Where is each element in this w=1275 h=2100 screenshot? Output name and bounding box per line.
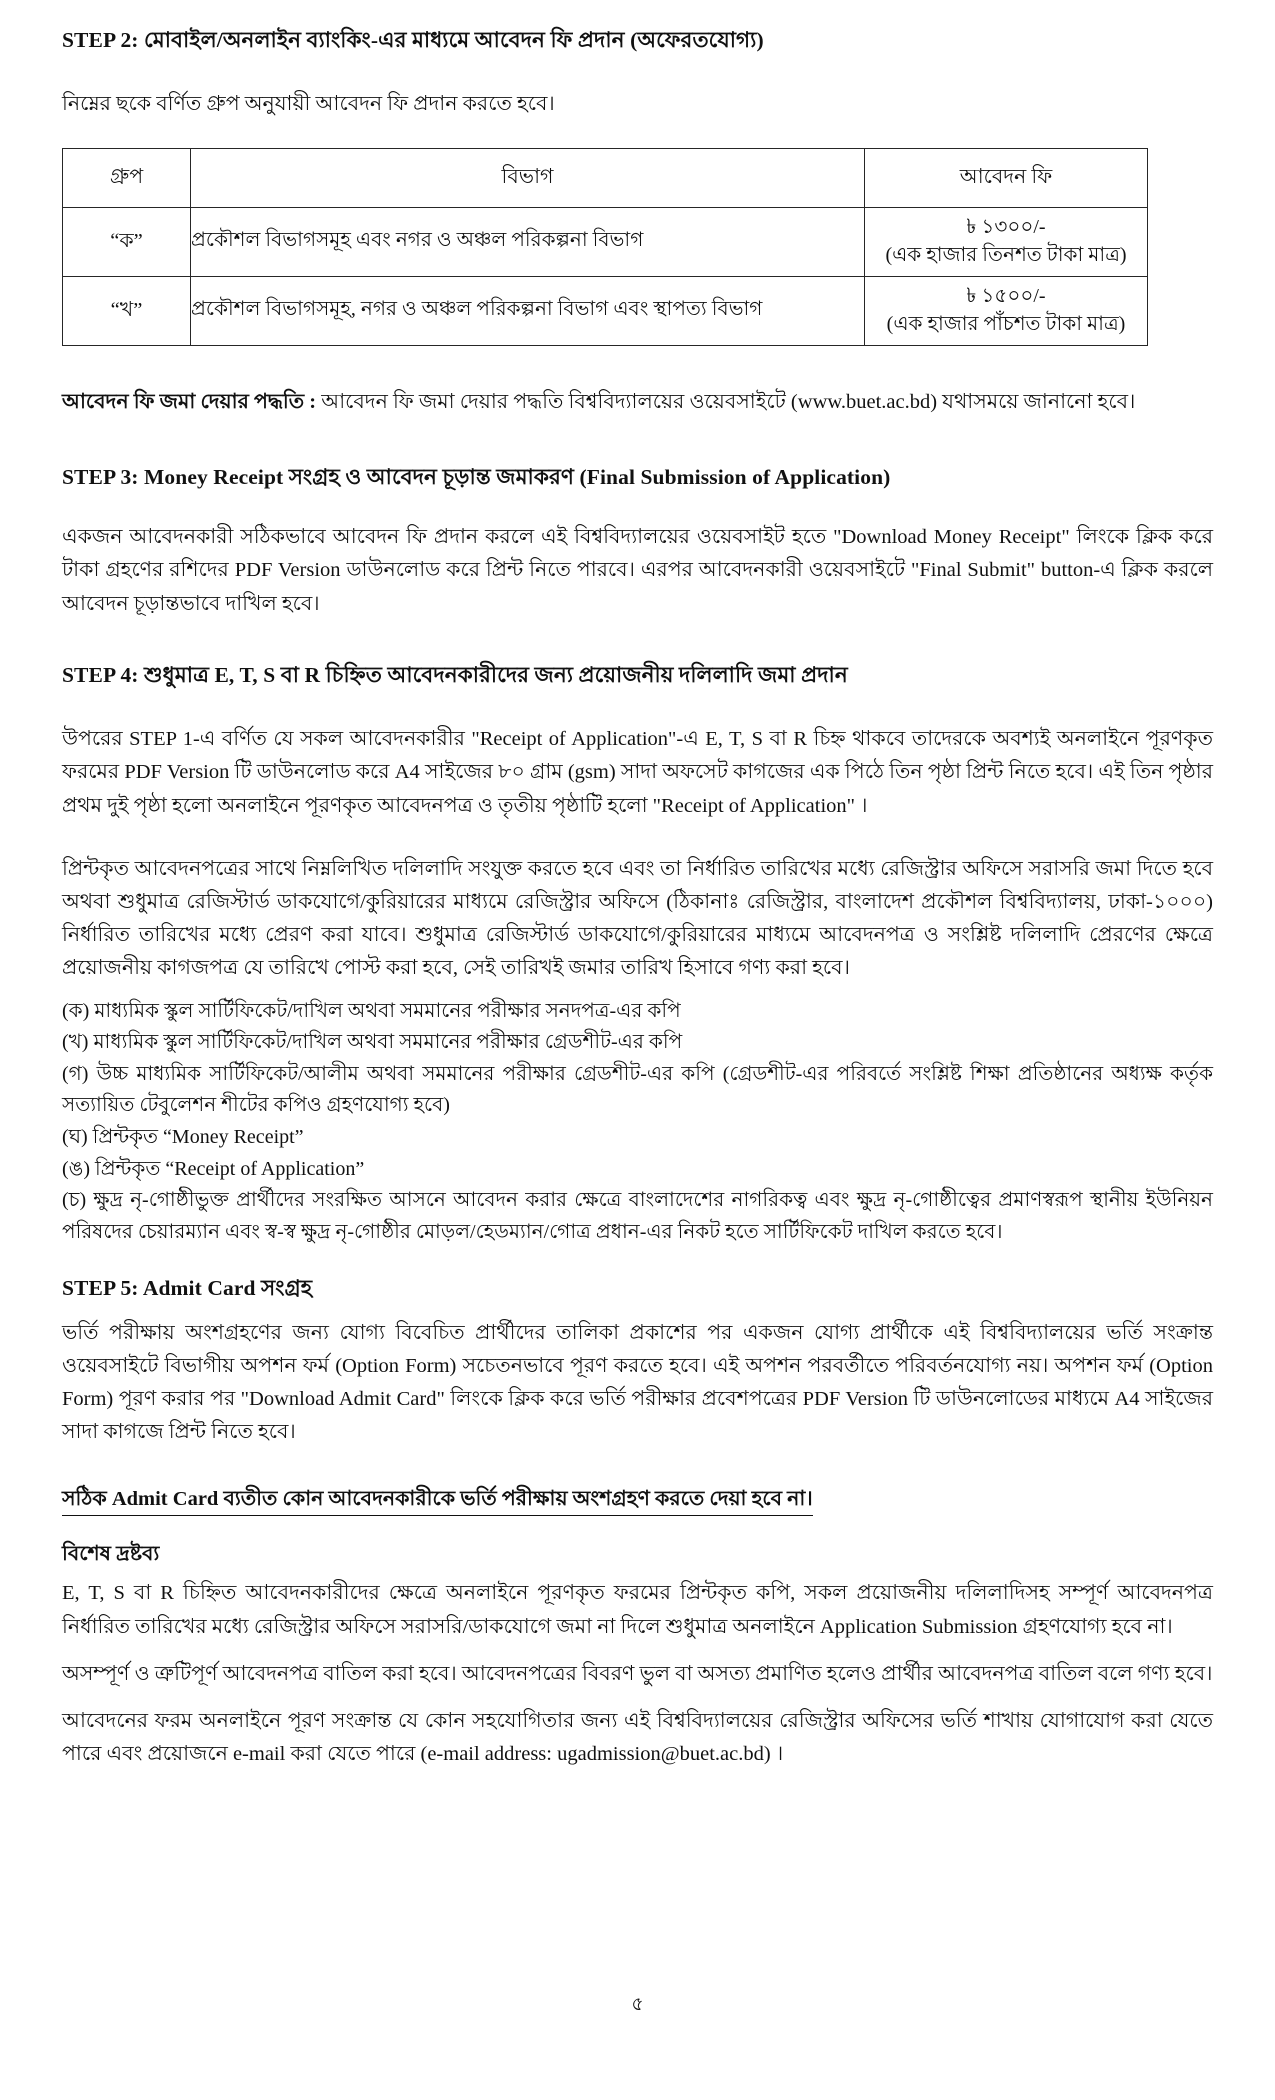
spacer	[62, 823, 1213, 853]
table-header-department: বিভাগ	[191, 148, 865, 207]
table-header-row	[63, 148, 1148, 207]
list-item: (খ) মাধ্যমিক স্কুল সার্টিফিকেট/দাখিল অথবা সমমানের পরীক্ষার গ্রেডশীট-এর কপি	[62, 1031, 683, 1054]
special-note-paragraph-1: E, T, S বা R চিহ্নিত আবেদনকারীদের ক্ষেত্রে অনলাইনে পূরণকৃত ফরমের প্রিন্টকৃত কপি, সকল প্রয়োজনীয় দলিলাদিসহ সম্পূর্ণ আবেদনপত্র নির্ধারিত তারিখের মধ্যে রেজিস্ট্রার অফিসে সরাসরি/ডাকযোগে জমা না দিলে শুধুমাত্র অনলাইনে Application Submission গ্রহণযোগ্য হবে না।	[62, 1582, 1213, 1638]
step4-paragraph-1: উপরের STEP 1-এ বর্ণিত যে সকল আবেদনকারীর "Receipt of Application"-এ E, T, S বা R চিহ্ন থাকবে তাদেরকে অবশ্যই অনলাইনে পূরণকৃত ফরমের PDF Version টি ডাউনলোড করে A4 সাইজের ৮০ গ্রাম (gsm) সাদা অফসেট কাগজের এক পিঠে তিন পৃষ্ঠা প্রিন্ট নিতে হবে। এই তিন পৃষ্ঠার প্রথম দুই পৃষ্ঠা হলো অনলাইনে পূরণকৃত আবেদনপত্র ও তৃতীয় পৃষ্ঠাটি হলো "Receipt of Application" ।	[62, 728, 1213, 817]
special-note-paragraph-3: আবেদনের ফরম অনলাইনে পূরণ সংক্রান্ত যে কোন সহযোগিতার জন্য এই বিশ্ববিদ্যালয়ের রেজিস্ট্রার অফিসের ভর্তি শাখায় যোগাযোগ করা যেতে পারে এবং প্রয়োজনে e-mail করা যেতে পারে (e-mail address: ugadmission@buet.ac.bd) ।	[62, 1710, 1213, 1766]
spacer	[62, 1644, 1213, 1658]
fee-words-ka: (এক হাজার তিনশত টাকা মাত্র)	[885, 243, 1127, 266]
page-number: ৫	[631, 1994, 644, 2015]
table-row	[63, 207, 1148, 276]
cell-fee-kha	[865, 276, 1148, 345]
fee-amount-ka: ৳ ১৩০০/-	[966, 215, 1046, 238]
spacer	[62, 689, 1213, 723]
table-header-fee: আবেদন ফি	[865, 148, 1148, 207]
spacer	[62, 122, 1213, 148]
spacer	[62, 1248, 1213, 1274]
table-header-group: গ্রুপ	[63, 148, 191, 207]
cell-department-kha: প্রকৌশল বিভাগসমূহ, নগর ও অঞ্চল পরিকল্পনা বিভাগ এবং স্থাপত্য বিভাগ	[191, 276, 865, 345]
spacer	[62, 491, 1213, 521]
spacer	[62, 986, 1213, 996]
spacer	[62, 419, 1213, 463]
cell-fee-ka	[865, 207, 1148, 276]
step2-intro-text: নিম্নের ছকে বর্ণিত গ্রুপ অনুযায়ী আবেদন ফি প্রদান করতে হবে।	[62, 93, 555, 116]
payment-method-note	[62, 386, 1213, 419]
spacer	[62, 1303, 1213, 1317]
spacer	[62, 54, 1213, 88]
special-note-paragraph-2: অসম্পূর্ণ ও ত্রুটিপূর্ণ আবেদনপত্র বাতিল করা হবে। আবেদনপত্রের বিবরণ ভুল বা অসত্য প্রমাণিত হলেও প্রার্থীর আবেদনপত্র বাতিল বলে গণ্য হবে।	[62, 1662, 1213, 1685]
step4-heading: STEP 4: শুধুমাত্র E, T, S বা R চিহ্নিত আবেদনকারীদের জন্য প্রয়োজনীয় দলিলাদি জমা প্রদান	[62, 662, 848, 687]
payment-method-label: আবেদন ফি জমা দেয়ার পদ্ধতি :	[62, 390, 317, 413]
required-documents-list	[62, 996, 1213, 1249]
list-item: (চ) ক্ষুদ্র নৃ-গোষ্ঠীভুক্ত প্রার্থীদের সংরক্ষিত আসনে আবেদন করার ক্ষেত্রে বাংলাদেশের নাগরিকত্ব এবং ক্ষুদ্র নৃ-গোষ্ঠীত্বের প্রমাণস্বরূপ স্থানীয় ইউনিয়ন পরিষদের চেয়ারম্যান এবং স্ব-স্ব ক্ষুদ্র নৃ-গোষ্ঠীর মোড়ল/হেডম্যান/গোত্র প্রধান-এর নিকট হতে সার্টিফিকেট দাখিল করতে হবে।	[62, 1189, 1213, 1243]
spacer	[62, 346, 1213, 386]
step4-paragraph-2: প্রিন্টকৃত আবেদনপত্রের সাথে নিম্নলিখিত দলিলাদি সংযুক্ত করতে হবে এবং তা নির্ধারিত তারিখের মধ্যে রেজিস্ট্রার অফিসে সরাসরি জমা দিতে হবে অথবা শুধুমাত্র রেজিস্টার্ড ডাকযোগে/কুরিয়ারের মাধ্যমে রেজিস্ট্রার অফিসে (ঠিকানাঃ রেজিস্ট্রার, বাংলাদেশ প্রকৌশল বিশ্ববিদ্যালয়, ঢাকা-১০০০) নির্ধারিত তারিখের মধ্যে প্রেরণ করা যাবে। শুধুমাত্র রেজিস্টার্ড ডাকযোগে/কুরিয়ারের মাধ্যমে আবেদনপত্র ও সংশ্লিষ্ট দলিলাদি প্রেরণের ক্ষেত্রে প্রয়োজনীয় কাগজপত্র যে তারিখে পোস্ট করা হবে, সেই তারিখই জমার তারিখ হিসাবে গণ্য করা হবে।	[62, 857, 1213, 980]
step5-body-text: ভর্তি পরীক্ষায় অংশগ্রহণের জন্য যোগ্য বিবেচিত প্রার্থীদের তালিকা প্রকাশের পর একজন যোগ্য প্রার্থীকে এই বিশ্ববিদ্যালয়ের ভর্তি সংক্রান্ত ওয়েবসাইটে বিভাগীয় অপশন ফর্ম (Option Form) সচেতনভাবে পূরণ করতে হবে। এই অপশন পরবর্তীতে পরিবর্তনযোগ্য নয়। অপশন ফর্ম (Option Form) পূরণ করার পর "Download Admit Card" লিংকে ক্লিক করে ভর্তি পরীক্ষার প্রবেশপত্রের PDF Version টি ডাউনলোডের মাধ্যমে A4 সাইজের সাদা কাগজে প্রিন্ট নিতে হবে।	[62, 1321, 1213, 1444]
cell-group-kha: “খ”	[63, 276, 191, 345]
list-item: (ঘ) প্রিন্টকৃত “Money Receipt”	[62, 1125, 304, 1148]
special-note-heading: বিশেষ দ্রষ্টব্য	[62, 1543, 160, 1566]
fee-words-kha: (এক হাজার পাঁচশত টাকা মাত্র)	[886, 312, 1126, 335]
table-row	[63, 276, 1148, 345]
cell-group-ka: “ক”	[63, 207, 191, 276]
spacer	[62, 1691, 1213, 1705]
step2-heading: STEP 2: মোবাইল/অনলাইন ব্যাংকিং-এর মাধ্যমে আবেদন ফি প্রদান (অফেরতযোগ্য)	[62, 28, 764, 52]
step5-heading: STEP 5: Admit Card সংগ্রহ	[62, 1276, 313, 1301]
spacer	[62, 1516, 1213, 1538]
spacer	[62, 621, 1213, 661]
spacer	[62, 1450, 1213, 1484]
payment-method-text: আবেদন ফি জমা দেয়ার পদ্ধতি বিশ্ববিদ্যালয়ের ওয়েবসাইটে (www.buet.ac.bd) যথাসময়ে জানানো হবে।	[316, 390, 1136, 413]
fee-amount-kha: ৳ ১৫০০/-	[966, 284, 1046, 307]
application-fee-table	[62, 148, 1148, 346]
list-item: (ঙ) প্রিন্টকৃত “Receipt of Application”	[62, 1157, 365, 1180]
list-item: (গ) উচ্চ মাধ্যমিক সার্টিফিকেট/আলীম অথবা সমমানের পরীক্ষার গ্রেডশীট-এর কপি (গ্রেডশীট-এর পরিবর্তে সংশ্লিষ্ট শিক্ষা প্রতিষ্ঠানের অধ্যক্ষ কর্তৃক সত্যায়িত টেবুলেশন শীটের কপিও গ্রহণযোগ্য হবে)	[62, 1062, 1213, 1117]
cell-department-ka: প্রকৌশল বিভাগসমূহ এবং নগর ও অঞ্চল পরিকল্পনা বিভাগ	[191, 207, 865, 276]
step3-heading: STEP 3: Money Receipt সংগ্রহ ও আবেদন চূড়ান্ত জমাকরণ (Final Submission of Application)	[62, 464, 891, 489]
list-item: (ক) মাধ্যমিক স্কুল সার্টিফিকেট/দাখিল অথবা সমমানের পরীক্ষার সনদপত্র-এর কপি	[62, 999, 681, 1022]
step3-body-text: একজন আবেদনকারী সঠিকভাবে আবেদন ফি প্রদান করলে এই বিশ্ববিদ্যালয়ের ওয়েবসাইট হতে "Download Money Receipt" লিংকে ক্লিক করে টাকা গ্রহণের রশিদের PDF Version ডাউনলোড করে প্রিন্ট নিতে পারবে। এরপর আবেদনকারী ওয়েবসাইটে "Final Submit" button-এ ক্লিক করলে আবেদন চূড়ান্তভাবে দাখিল হবে।	[62, 526, 1213, 615]
admit-card-warning-text: সঠিক Admit Card ব্যতীত কোন আবেদনকারীকে ভর্তি পরীক্ষায় অংশগ্রহণ করতে দেয়া হবে না।	[62, 1484, 813, 1517]
admit-card-warning	[62, 1484, 1213, 1517]
